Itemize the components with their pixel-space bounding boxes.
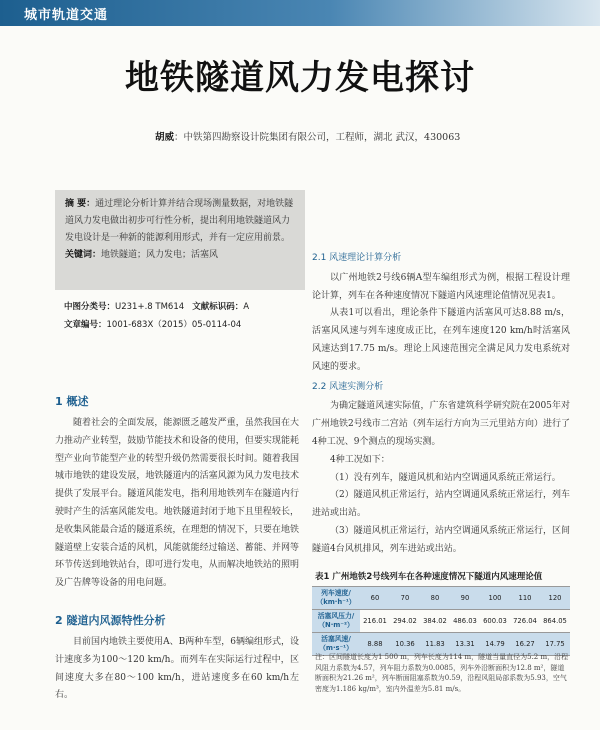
table-cell: 726.04	[510, 610, 540, 633]
row-header: 活塞风压力/ （N·m⁻²）	[312, 610, 360, 633]
section-2-2-paragraph-1: 为确定隧道风速实际值，广东省建筑科学研究院在2005年对广州地铁2号线市二宫站（列车运行方向为三元里站方向）进行了4种工况、9个测点的现场实测。	[312, 401, 570, 447]
table-cell: 216.01	[360, 610, 390, 633]
doc-code-label: 文献标识码：	[192, 302, 244, 312]
table-row	[312, 587, 570, 610]
table-cell: 8.88	[360, 633, 390, 656]
class-label: 中图分类号：	[64, 302, 116, 312]
section-2-heading: 2 隧道内风源特性分析	[55, 614, 166, 627]
abstract-box	[55, 190, 305, 290]
table-cell: 486.03	[450, 610, 480, 633]
table-cell: 864.05	[540, 610, 570, 633]
right-column	[312, 248, 570, 559]
table-cell: 10.36	[390, 633, 420, 656]
section-2-2-condition-2: （2）隧道风机正常运行，站内空调通风系统正常运行，列车进站或出站。	[312, 490, 570, 519]
table-cell: 90	[450, 587, 480, 610]
row-header: 活塞风速/ （m·s⁻¹）	[312, 633, 360, 656]
section-2-1-paragraph-1: 以广州地铁2号线6辆A型车编组形式为例，根据工程设计理论计算，列车在各种速度情况下隧道内风速理论值情况见表1。	[312, 272, 570, 301]
section-2-1-heading: 2.1 风速理论计算分析	[312, 253, 402, 263]
section-1-paragraph: 随着社会的全面发展，能源匮乏越发严重，虽然我国在大力推动产业转型，鼓励节能技术和设备的使用，但要实现能耗型产业向节能型产业的转型升级仍然需要很长时间。随着我国城市地铁的建设发展，地铁隧道内的活塞风源为风力发电技术提供了发展平台。隧道风能发电，指利用地铁列车在隧道内行驶时产生的活塞风能发电。地铁隧道封闭于地下且里程较长，是收集风能最合适的隧道系统，在理想的情况下，只要在地铁隧道壁上安装合适的风机，风能就能经过输送、蓄能、并网等环节传送到地铁站台，即可进行发电，从而解决地铁站的照明及广告牌等设备的用电问题。	[55, 418, 299, 589]
article-number-label: 文章编号：	[64, 320, 107, 330]
article-number-line	[64, 318, 241, 330]
table-cell: 60	[360, 587, 390, 610]
table-cell: 100	[480, 587, 510, 610]
table-cell: 70	[390, 587, 420, 610]
table-cell: 384.02	[420, 610, 450, 633]
table-cell: 600.03	[480, 610, 510, 633]
table-cell: 17.75	[540, 633, 570, 656]
table-cell: 16.27	[510, 633, 540, 656]
table-cell: 13.31	[450, 633, 480, 656]
section-1-body	[55, 415, 299, 593]
section-2-1-paragraph-2: 从表1可以看出，理论条件下隧道内活塞风可达8.88 m/s，活塞风风速与列车速度成正比，在列车速度120 km/h时活塞风风速达到17.75 m/s。理论上风速范围完全满足风力发电系统对风速的要求。	[312, 308, 570, 372]
abstract-text: 通过理论分析计算并结合现场测量数据，对地铁隧道风力发电做出初步可行性分析，提出利用地铁隧道风力发电设计是一种新的能源利用形式，并有一定应用前景。	[65, 199, 294, 243]
table-1	[312, 586, 570, 656]
table-cell: 110	[510, 587, 540, 610]
keywords-label: 关键词：	[65, 250, 102, 260]
abstract-label: 摘 要：	[65, 199, 96, 209]
row-header: 列车速度/ （km·h⁻¹）	[312, 587, 360, 610]
journal-section-label: 城市轨道交通	[24, 8, 109, 23]
section-2-body	[55, 634, 299, 705]
author-affiliation: ：中铁第四勘察设计院集团有限公司，工程师，湖北 武汉，430063	[174, 132, 461, 143]
table-1-caption: 表1 广州地铁2号线列车在各种速度情况下隧道内风速理论值	[315, 572, 543, 582]
section-2-2-heading: 2.2 风速实测分析	[312, 381, 384, 392]
class-value: U231+.8 TM614	[115, 302, 185, 312]
classification-line	[64, 300, 249, 312]
section-2-2-condition-3: （3）隧道风机正常运行，站内空调通风系统正常运行，区间隧道4台风机排风，列车进站或出站。	[312, 525, 570, 554]
article-title: 地铁隧道风力发电探讨	[125, 58, 475, 98]
section-2-2-paragraph-2: 4种工况如下：	[330, 454, 390, 465]
section-1-heading: 1 概述	[55, 395, 89, 408]
section-2-paragraph: 目前国内地铁主要使用A、B两种车型，6辆编组形式，设计速度多为100～120 km/h。而列车在实际运行过程中，区间速度大多在80～100 km/h，进站速度多在60 km/h左右。	[55, 637, 299, 701]
doc-code-value: A	[243, 302, 250, 312]
article-number-value: 1001-683X（2015）05-0114-04	[106, 320, 242, 330]
table-cell: 294.02	[390, 610, 420, 633]
table-cell: 120	[540, 587, 570, 610]
table-cell: 11.83	[420, 633, 450, 656]
table-cell: 80	[420, 587, 450, 610]
keywords-text: 地铁隧道；风力发电；活塞风	[101, 250, 219, 260]
table-1-note: 注：区间隧道长度为1 500 m，列车长度为114 m，隧道当量直径为5.2 m，沿程风阻力系数为4.57，列车阻力系数为0.0085，列车外沿断面积为12.8 m²，隧道断面积为21.26 m²，列车断面阻塞系数为0.59，沿程风阻局部系数为5.93，空气密度为1.186 kg/m³，室内外温差为5.81 m/s。	[315, 653, 569, 693]
section-2-2-condition-1: （1）没有列车，隧道风机和站内空调通风系统正常运行。	[330, 472, 561, 483]
author-line	[155, 129, 460, 143]
table-row	[312, 610, 570, 633]
author-name: 胡威	[155, 132, 175, 143]
journal-header-bar	[0, 0, 600, 26]
table-cell: 14.79	[480, 633, 510, 656]
